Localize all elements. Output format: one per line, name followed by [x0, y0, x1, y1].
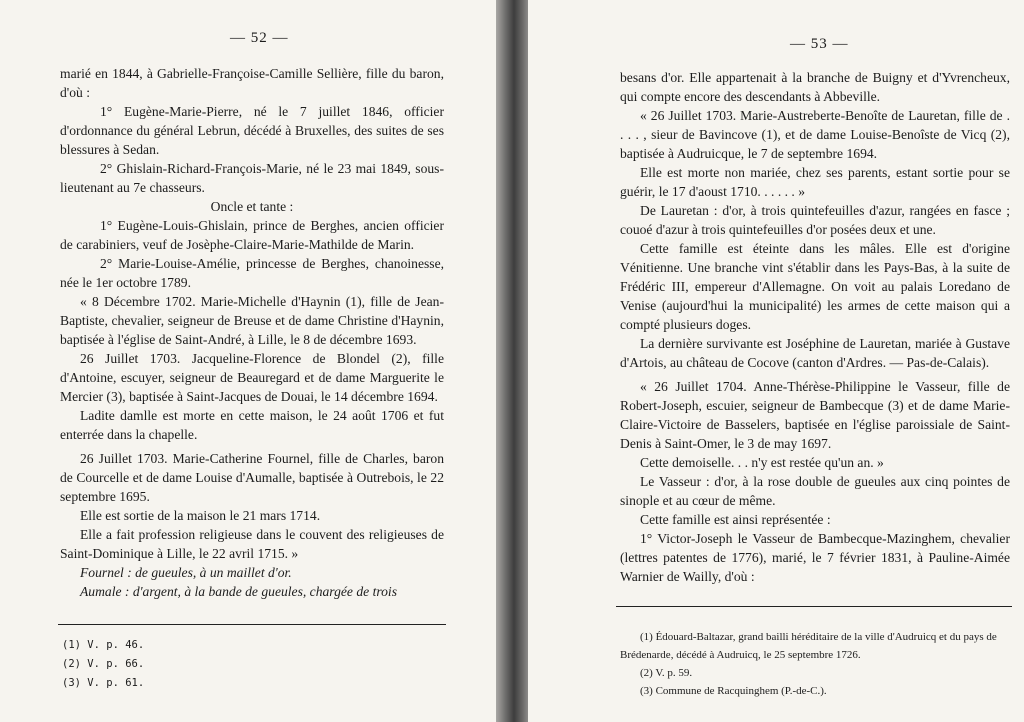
- left-line-2: 2° Ghislain-Richard-François-Marie, né le 23 mai 1849, sous-lieutenant au 7e chasseurs.: [60, 161, 444, 195]
- left-line-11: Elle a fait profession religieuse dans le couvent des religieuses de Saint-Dominique à Lille, le 22 avril 1715. »: [60, 527, 444, 561]
- left-footnote-1: (1) V. p. 46.: [62, 639, 145, 651]
- right-page-number: — 53 —: [790, 36, 849, 52]
- right-line-7: Cette demoiselle. . . n'y est restée qu'un an. »: [640, 455, 884, 470]
- left-line-10: Elle est sortie de la maison le 21 mars 1714.: [80, 508, 321, 523]
- right-line-10: 1° Victor-Joseph le Vasseur de Bambecque-Mazinghem, chevalier (lettres patentes de 1776), marié, le 7 février 1831, à Pauline-Aimée Warnier de Wailly, d'où :: [620, 531, 1010, 584]
- left-footnote-rule: [58, 624, 446, 625]
- right-line-2: Elle est morte non mariée, chez ses parents, estant sortie pour se guérir, le 17 d'aoust 1710. . . . . . »: [620, 165, 1010, 199]
- right-footnote-3: (3) Commune de Racquinghem (P.-de-C.).: [640, 685, 827, 697]
- left-page: [0, 0, 496, 722]
- right-page-body: [620, 68, 1010, 586]
- left-line-8: Ladite damlle est morte en cette maison, le 24 août 1706 et fut enterrée dans la chapelle.: [60, 408, 444, 442]
- left-line-7: 26 Juillet 1703. Jacqueline-Florence de Blondel (2), fille d'Antoine, escuyer, seigneur de Beauregard et de dame Marguerite le Mercier (3), baptisée à Saint-Jacques de Douai, le 14 décembre 1694.: [60, 351, 444, 404]
- right-line-5: La dernière survivante est Joséphine de Lauretan, mariée à Gustave d'Artois, au château de Cocove (canton d'Ardres. — Pas-de-Calais).: [620, 336, 1010, 370]
- right-line-0: besans d'or. Elle appartenait à la branche de Buigny et d'Yvrencheux, qui compte encore des descendants à Abbeville.: [620, 70, 1010, 104]
- left-footnotes: [62, 636, 442, 693]
- left-footnote-2: (2) V. p. 66.: [62, 658, 145, 670]
- left-page-number: — 52 —: [230, 30, 289, 46]
- right-line-8: Le Vasseur : d'or, à la rose double de gueules aux cinq pointes de sinople et au cœur de même.: [620, 474, 1010, 508]
- left-line-12: Fournel : de gueules, à un maillet d'or.: [80, 565, 292, 580]
- left-line-3: Oncle et tante :: [210, 199, 294, 214]
- left-line-6: « 8 Décembre 1702. Marie-Michelle d'Haynin (1), fille de Jean-Baptiste, chevalier, seigneur de Breuse et de dame Christine d'Haynin, baptisée à l'église de Saint-André, à Lille, le 8 de décembre 1693.: [60, 294, 444, 347]
- left-page-body: [60, 64, 444, 601]
- right-line-1: « 26 Juillet 1703. Marie-Austreberte-Benoîte de Lauretan, fille de . . . . , sieur de Bavincove (1), et de dame Louise-Benoîste de Vicq (2), baptisée à Audruicque, le 7 de septembre 1694.: [620, 108, 1010, 161]
- right-line-6: « 26 Juillet 1704. Anne-Thérèse-Philippine le Vasseur, fille de Robert-Joseph, escuier, seigneur de Bambecque (3) et de dame Marie-Claire-Victoire de Basselers, baptisée en l'église paroissiale de Saint-Denis à Saint-Omer, le 3 de may 1697.: [620, 379, 1010, 451]
- left-line-9: 26 Juillet 1703. Marie-Catherine Fournel, fille de Charles, baron de Courcelle et de dame Louise d'Aumalle, baptisée à Outrebois, le 22 septembre 1695.: [60, 451, 444, 504]
- right-footnote-rule: [616, 606, 1012, 607]
- right-footnote-1: (1) Édouard-Baltazar, grand bailli héréditaire de la ville d'Audruicq et du pays de Brédenarde, décédé à Audruicq, le 25 septembre 1726.: [620, 631, 997, 661]
- right-footnotes: [620, 628, 1012, 700]
- left-line-1: 1° Eugène-Marie-Pierre, né le 7 juillet 1846, officier d'ordonnance du général Lebrun, décédé à Bruxelles, des suites de ses blessures à Sedan.: [60, 104, 444, 157]
- left-line-4: 1° Eugène-Louis-Ghislain, prince de Berghes, ancien officier de carabiniers, veuf de Josèphe-Claire-Marie-Mathilde de Marin.: [60, 218, 444, 252]
- left-footnote-3: (3) V. p. 61.: [62, 677, 145, 689]
- left-line-0: marié en 1844, à Gabrielle-Françoise-Camille Sellière, fille du baron, d'où :: [60, 66, 444, 100]
- right-line-3: De Lauretan : d'or, à trois quintefeuilles d'azur, rangées en fasce ; couoé d'azur à trois quintefeuilles d'or posées deux et une.: [620, 203, 1010, 237]
- right-line-4: Cette famille est éteinte dans les mâles. Elle est d'origine Vénitienne. Une branche vint s'établir dans les Pays-Bas, à la suite de Frédéric III, empereur d'Allemagne. On voit au palais Loredano de Venise (aujourd'hui la municipalité) les armes de cette maison qui a compté plusieurs doges.: [620, 241, 1010, 332]
- left-line-13: Aumale : d'argent, à la bande de gueules, chargée de trois: [80, 584, 398, 599]
- right-page: [528, 0, 1024, 722]
- right-footnote-2: (2) V. p. 59.: [640, 667, 693, 679]
- left-line-5: 2° Marie-Louise-Amélie, princesse de Berghes, chanoinesse, née le 1er octobre 1789.: [60, 256, 444, 290]
- right-line-9: Cette famille est ainsi représentée :: [640, 512, 831, 527]
